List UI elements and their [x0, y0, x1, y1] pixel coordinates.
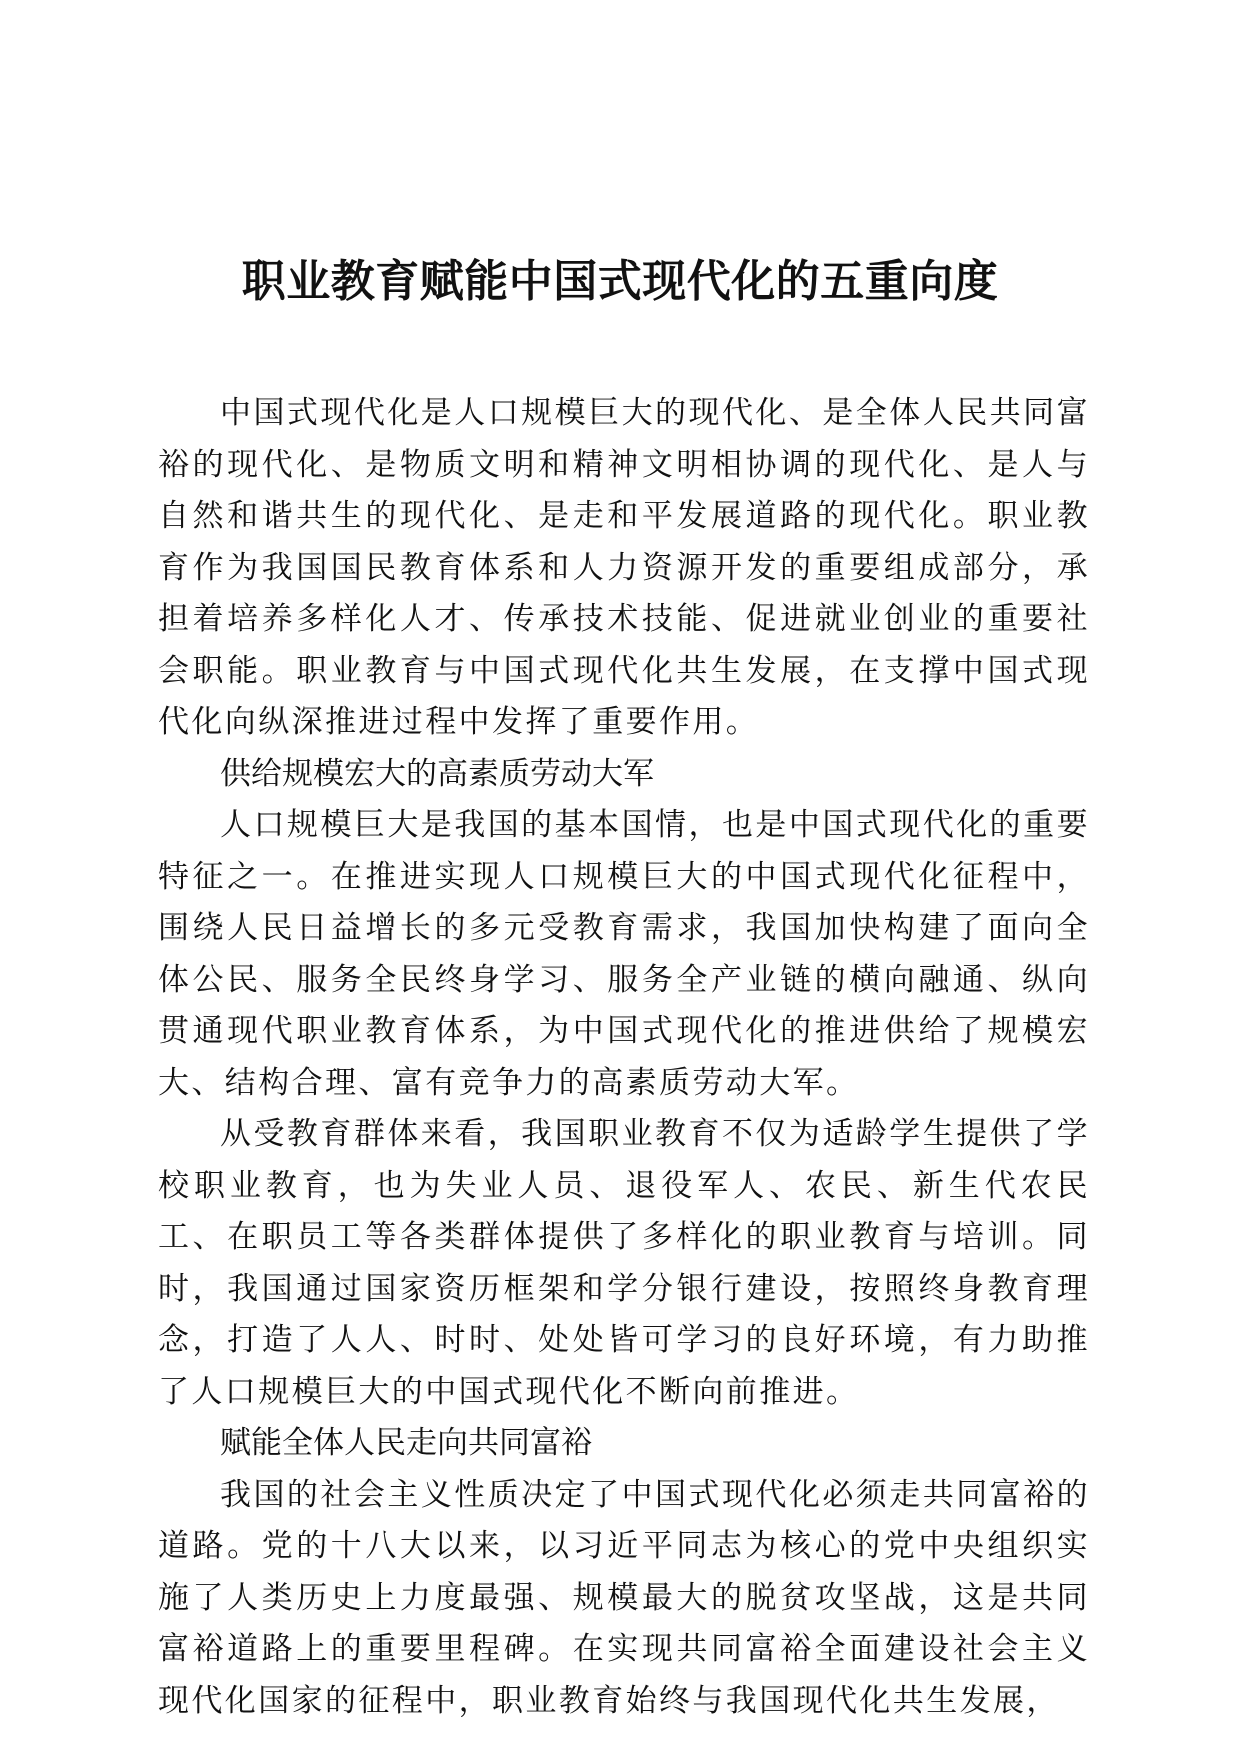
intro-paragraph: 中国式现代化是人口规模巨大的现代化、是全体人民共同富裕的现代化、是物质文明和精神文明相协调的现代化、是人与自然和谐共生的现代化、是走和平发展道路的现代化。职业教育作为我国国民教育体系和人力资源开发的重要组成部分，承担着培养多样化人才、传承技术技能、促进就业创业的重要社会职能。职业教育与中国式现代化共生发展，在支撑中国式现代化向纵深推进过程中发挥了重要作用。	[158, 395, 1090, 740]
section-1-paragraph-1: 人口规模巨大是我国的基本国情，也是中国式现代化的重要特征之一。在推进实现人口规模巨大的中国式现代化征程中，围绕人民日益增长的多元受教育需求，我国加快构建了面向全体公民、服务全民终身学习、服务全产业链的横向融通、纵向贯通现代职业教育体系，为中国式现代化的推进供给了规模宏大、结构合理、富有竞争力的高素质劳动大军。	[158, 807, 1090, 1101]
document-title: 职业教育赋能中国式现代化的五重向度	[241, 256, 999, 307]
section-2-paragraph-1: 我国的社会主义性质决定了中国式现代化必须走共同富裕的道路。党的十八大以来，以习近平同志为核心的党中央组织实施了人类历史上力度最强、规模最大的脱贫攻坚战，这是共同富裕道路上的重要里程碑。在实现共同富裕全面建设社会主义现代化国家的征程中，职业教育始终与我国现代化共生发展，	[158, 1476, 1090, 1719]
section-heading-1: 供给规模宏大的高素质劳动大军	[220, 755, 654, 792]
section-heading-2: 赋能全体人民走向共同富裕	[220, 1425, 592, 1461]
section-1-paragraph-2: 从受教育群体来看，我国职业教育不仅为适龄学生提供了学校职业教育，也为失业人员、退役军人、农民、新生代农民工、在职员工等各类群体提供了多样化的职业教育与培训。同时，我国通过国家资历框架和学分银行建设，按照终身教育理念，打造了人人、时时、处处皆可学习的良好环境，有力助推了人口规模巨大的中国式现代化不断向前推进。	[158, 1116, 1090, 1410]
document-body	[158, 388, 1090, 1727]
